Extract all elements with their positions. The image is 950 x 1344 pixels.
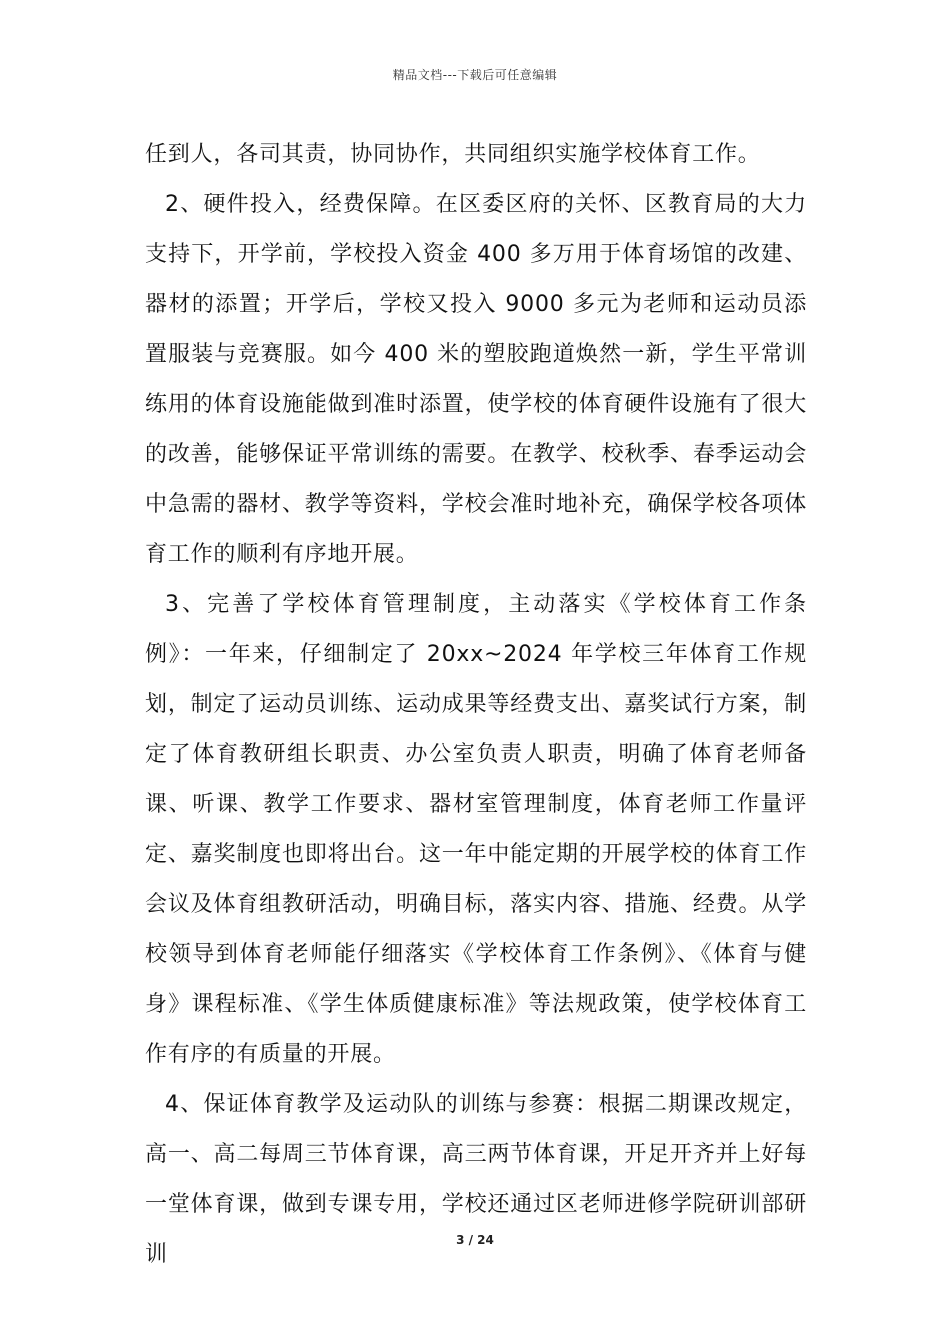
page-number: 3 / 24 [456,1233,494,1247]
document-header: 精品文档---下载后可任意编辑 [392,68,558,82]
paragraph-continuation: 任到人，各司其责，协同协作，共同组织实施学校体育工作。 [145,142,761,167]
paragraph-management-system: 3、完善了学校体育管理制度，主动落实《学校体育工作条例》：一年来，仔细制定了 20xx~2024 年学校三年体育工作规划，制定了运动员训练、运动成果等经费支出、嘉奖试行方案，制定了体育教研组长职责、办公室负责人职责，明确了体育老师备课、听课、教学工作要求、器材室管理制度，体育老师工作量评定、嘉奖制度也即将出台。这一年中能定期的开展学校的体育工作会议及体育组教研活动，明确目标，落实内容、措施、经费。从学校领导到体育老师能仔细落实《学校体育工作条例》、《体育与健身》课程标准、《学生体质健康标准》等法规政策，使学校体育工作有序的有质量的开展。 [145,592,807,1067]
document-body [145,130,807,1280]
paragraph-hardware-funding: 2、硬件投入，经费保障。在区委区府的关怀、区教育局的大力支持下，开学前，学校投入资金 400 多万用于体育场馆的改建、器材的添置；开学后，学校又投入 9000 多元为老师和运动员添置服装与竞赛服。如今 400 米的塑胶跑道焕然一新，学生平常训练用的体育设施能做到准时添置，使学校的体育硬件设施有了很大的改善，能够保证平常训练的需要。在教学、校秋季、春季运动会中急需的器材、教学等资料，学校会准时地补充，确保学校各项体育工作的顺利有序地开展。 [145,192,807,567]
paragraph-teaching-training: 4、保证体育教学及运动队的训练与参赛：根据二期课改规定，高一、高二每周三节体育课，高三两节体育课，开足开齐并上好每一堂体育课，做到专课专用，学校还通过区老师进修学院研训部研训 [145,1092,807,1267]
